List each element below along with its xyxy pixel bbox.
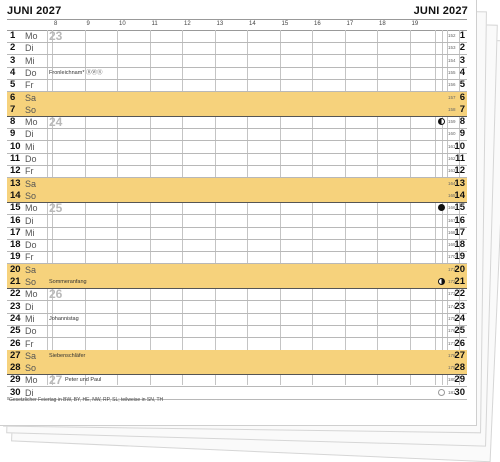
day-row[interactable] [7, 30, 467, 43]
hour-label: 16 [314, 21, 321, 27]
day-number-right: 16 [454, 214, 465, 226]
day-row[interactable] [7, 104, 467, 117]
day-of-year: 160 [448, 131, 456, 137]
day-number-right: 12 [454, 165, 465, 177]
day-number-right: 7 [459, 103, 465, 115]
day-row[interactable] [7, 116, 467, 129]
day-number-right: 30 [454, 386, 465, 398]
day-row[interactable] [7, 128, 467, 141]
hour-label: 18 [379, 21, 386, 27]
weekday-label: So [25, 104, 37, 115]
day-number: 2 [10, 42, 16, 54]
day-row[interactable] [7, 153, 467, 166]
day-number: 16 [10, 214, 21, 226]
moon-phase-icon [438, 118, 445, 125]
day-of-year: 152 [448, 33, 456, 38]
day-row[interactable] [7, 301, 467, 314]
day-number: 28 [10, 362, 21, 374]
day-row[interactable] [7, 264, 467, 277]
day-number-right: 4 [459, 66, 465, 78]
day-row[interactable] [7, 227, 467, 240]
day-number: 18 [10, 239, 21, 251]
day-note: Sommeranfang [49, 279, 87, 285]
day-of-year: 161 [448, 143, 456, 149]
day-number-right: 20 [454, 263, 465, 275]
day-number: 23 [10, 300, 21, 312]
hour-label: 13 [216, 21, 224, 27]
day-note: Fronleichnam* ⒷⓌⓇ [49, 69, 103, 76]
day-number: 3 [10, 54, 16, 66]
day-number-right: 3 [459, 54, 465, 66]
week-number: 27 [49, 373, 63, 388]
weekday-label: Mi [25, 227, 35, 238]
day-row[interactable] [7, 276, 467, 289]
day-number-right: 10 [454, 140, 465, 152]
day-number: 25 [10, 325, 21, 337]
day-number-right: 5 [459, 79, 465, 91]
day-of-year: 156 [448, 82, 456, 88]
day-number-right: 17 [454, 226, 465, 238]
day-row[interactable] [7, 190, 467, 203]
day-of-year: 163 [448, 168, 456, 174]
weekday-label: Mo [25, 31, 38, 41]
day-of-year: 168 [448, 229, 456, 235]
day-row[interactable] [7, 325, 467, 338]
day-number: 17 [10, 226, 21, 238]
day-number-right: 13 [454, 177, 465, 189]
day-number: 22 [10, 288, 21, 300]
weekday-label: Mi [25, 313, 35, 324]
day-of-year: 167 [448, 217, 456, 223]
weekday-label: Do [25, 326, 37, 337]
hour-label: 9 [86, 21, 90, 27]
day-of-year: 162 [448, 156, 456, 161]
weekday-label: Sa [25, 178, 37, 189]
day-number: 27 [10, 349, 21, 361]
day-of-year: 159 [448, 119, 456, 125]
day-number: 5 [10, 79, 16, 91]
day-row[interactable] [7, 239, 467, 252]
day-number-right: 19 [454, 251, 465, 263]
day-number: 12 [10, 165, 21, 177]
day-number: 10 [10, 140, 21, 152]
weekday-label: Fr [25, 80, 34, 91]
hour-label: 17 [346, 21, 354, 27]
holiday-footnote: *Gesetzlicher Feiertag in BW, BY, HE, NW, RP, SL; teilweise in SN, TH [7, 397, 164, 403]
day-number-right: 15 [454, 202, 465, 214]
day-row[interactable] [7, 165, 467, 178]
weekday-label: Sa [25, 92, 37, 103]
day-of-year: 178 [448, 352, 456, 358]
weekday-label: Do [25, 240, 37, 251]
weekday-label: Fr [25, 252, 34, 263]
hour-label: 12 [184, 21, 191, 27]
month-title-left: JUNI 2027 [7, 5, 62, 17]
day-of-year: 165 [448, 192, 456, 198]
day-number-right: 9 [459, 128, 465, 140]
day-of-year: 177 [448, 340, 456, 346]
hour-label: 19 [411, 21, 419, 27]
day-of-year: 171 [448, 266, 456, 272]
weekday-label: Do [25, 67, 37, 78]
moon-phase-icon [438, 278, 445, 285]
day-of-year: 164 [448, 180, 456, 186]
day-of-year: 155 [448, 69, 456, 75]
day-number-right: 2 [459, 42, 465, 54]
day-row[interactable] [7, 67, 467, 80]
weekday-label: Mo [25, 375, 38, 386]
day-of-year: 174 [448, 303, 456, 309]
day-number: 13 [10, 177, 21, 189]
weekday-label: So [25, 277, 37, 287]
day-number-right: 22 [454, 288, 465, 300]
day-of-year: 154 [448, 57, 456, 63]
week-number: 23 [49, 29, 63, 43]
weekday-label: Di [25, 215, 34, 226]
day-of-year: 169 [448, 242, 456, 248]
day-row[interactable] [7, 42, 467, 55]
day-row[interactable] [7, 215, 467, 228]
day-number: 6 [10, 91, 16, 103]
hour-label: 10 [119, 21, 126, 27]
day-number-right: 27 [454, 349, 465, 361]
day-number: 14 [10, 189, 21, 201]
day-of-year: 175 [448, 315, 456, 321]
day-of-year: 180 [448, 377, 456, 383]
day-of-year: 172 [448, 279, 456, 284]
weekday-label: Mi [25, 141, 35, 152]
day-number: 4 [10, 66, 16, 78]
month-title-right: JUNI 2027 [413, 5, 468, 17]
weekday-label: Mo [25, 117, 38, 128]
day-row[interactable] [7, 92, 467, 105]
weekday-label: Mo [25, 203, 38, 214]
day-number: 29 [10, 374, 21, 386]
day-number-right: 26 [454, 337, 465, 349]
weekday-label: Mi [25, 55, 35, 66]
day-number: 21 [10, 276, 21, 287]
weekday-label: Di [25, 43, 34, 54]
day-number: 20 [10, 263, 21, 275]
weekday-label: Sa [25, 350, 37, 361]
day-row[interactable] [7, 251, 467, 264]
day-number: 7 [10, 103, 16, 115]
day-of-year: 170 [448, 254, 456, 260]
day-number-right: 21 [454, 276, 465, 287]
day-number: 15 [10, 202, 21, 214]
weekday-label: So [25, 190, 37, 201]
day-number-right: 25 [454, 325, 465, 337]
weekday-label: Fr [25, 166, 34, 177]
day-number: 8 [10, 116, 16, 128]
day-row[interactable] [7, 374, 467, 387]
day-of-year: 153 [448, 45, 456, 51]
day-of-year: 181 [448, 389, 456, 395]
hour-label: 14 [249, 21, 256, 27]
day-number-right: 14 [454, 189, 465, 201]
day-row[interactable] [7, 202, 467, 215]
day-number: 24 [10, 312, 21, 324]
day-number-right: 28 [454, 362, 465, 374]
day-of-year: 176 [448, 328, 456, 334]
week-number: 25 [49, 201, 63, 216]
weekday-label: Fr [25, 338, 34, 349]
day-number-right: 23 [454, 300, 465, 312]
day-note: Peter und Paul [65, 377, 102, 384]
day-number-right: 1 [459, 30, 465, 41]
day-of-year: 166 [448, 205, 456, 211]
day-row[interactable] [7, 55, 467, 68]
weekday-label: Di [25, 129, 34, 140]
day-number: 19 [10, 251, 21, 263]
day-note: Johannistag [49, 315, 79, 322]
day-of-year: 179 [448, 365, 456, 371]
day-row[interactable] [7, 338, 467, 351]
weekday-label: Di [25, 387, 34, 398]
day-row[interactable] [7, 362, 467, 375]
day-number-right: 29 [454, 374, 465, 386]
day-number-right: 11 [454, 153, 465, 164]
day-number: 26 [10, 337, 21, 349]
day-of-year: 157 [448, 94, 456, 100]
weekday-label: Sa [25, 264, 37, 275]
day-of-year: 158 [448, 106, 456, 112]
day-row[interactable] [7, 313, 467, 326]
day-number: 11 [10, 153, 21, 164]
hour-label: 11 [151, 21, 158, 27]
hour-label: 15 [281, 21, 289, 27]
day-row[interactable] [7, 79, 467, 92]
weekday-label: Do [25, 154, 37, 164]
week-number: 24 [49, 115, 63, 130]
day-number-right: 24 [454, 312, 465, 324]
moon-phase-icon [438, 389, 445, 396]
weekday-label: Mo [25, 289, 38, 300]
weekday-label: So [25, 363, 37, 374]
day-row[interactable] [7, 350, 467, 363]
day-note: Siebenschläfer [49, 352, 86, 359]
day-row[interactable] [7, 178, 467, 191]
hour-label: 8 [54, 21, 58, 27]
day-number-right: 6 [459, 91, 465, 103]
weekday-label: Di [25, 301, 34, 312]
moon-phase-icon [438, 204, 445, 211]
day-number: 1 [10, 30, 16, 41]
day-row[interactable] [7, 288, 467, 301]
day-row[interactable] [7, 141, 467, 154]
day-number-right: 18 [454, 239, 465, 251]
day-of-year: 173 [448, 291, 456, 297]
day-number-right: 8 [459, 116, 465, 128]
week-number: 26 [49, 287, 63, 302]
day-number: 9 [10, 128, 16, 140]
day-number: 30 [10, 386, 21, 398]
